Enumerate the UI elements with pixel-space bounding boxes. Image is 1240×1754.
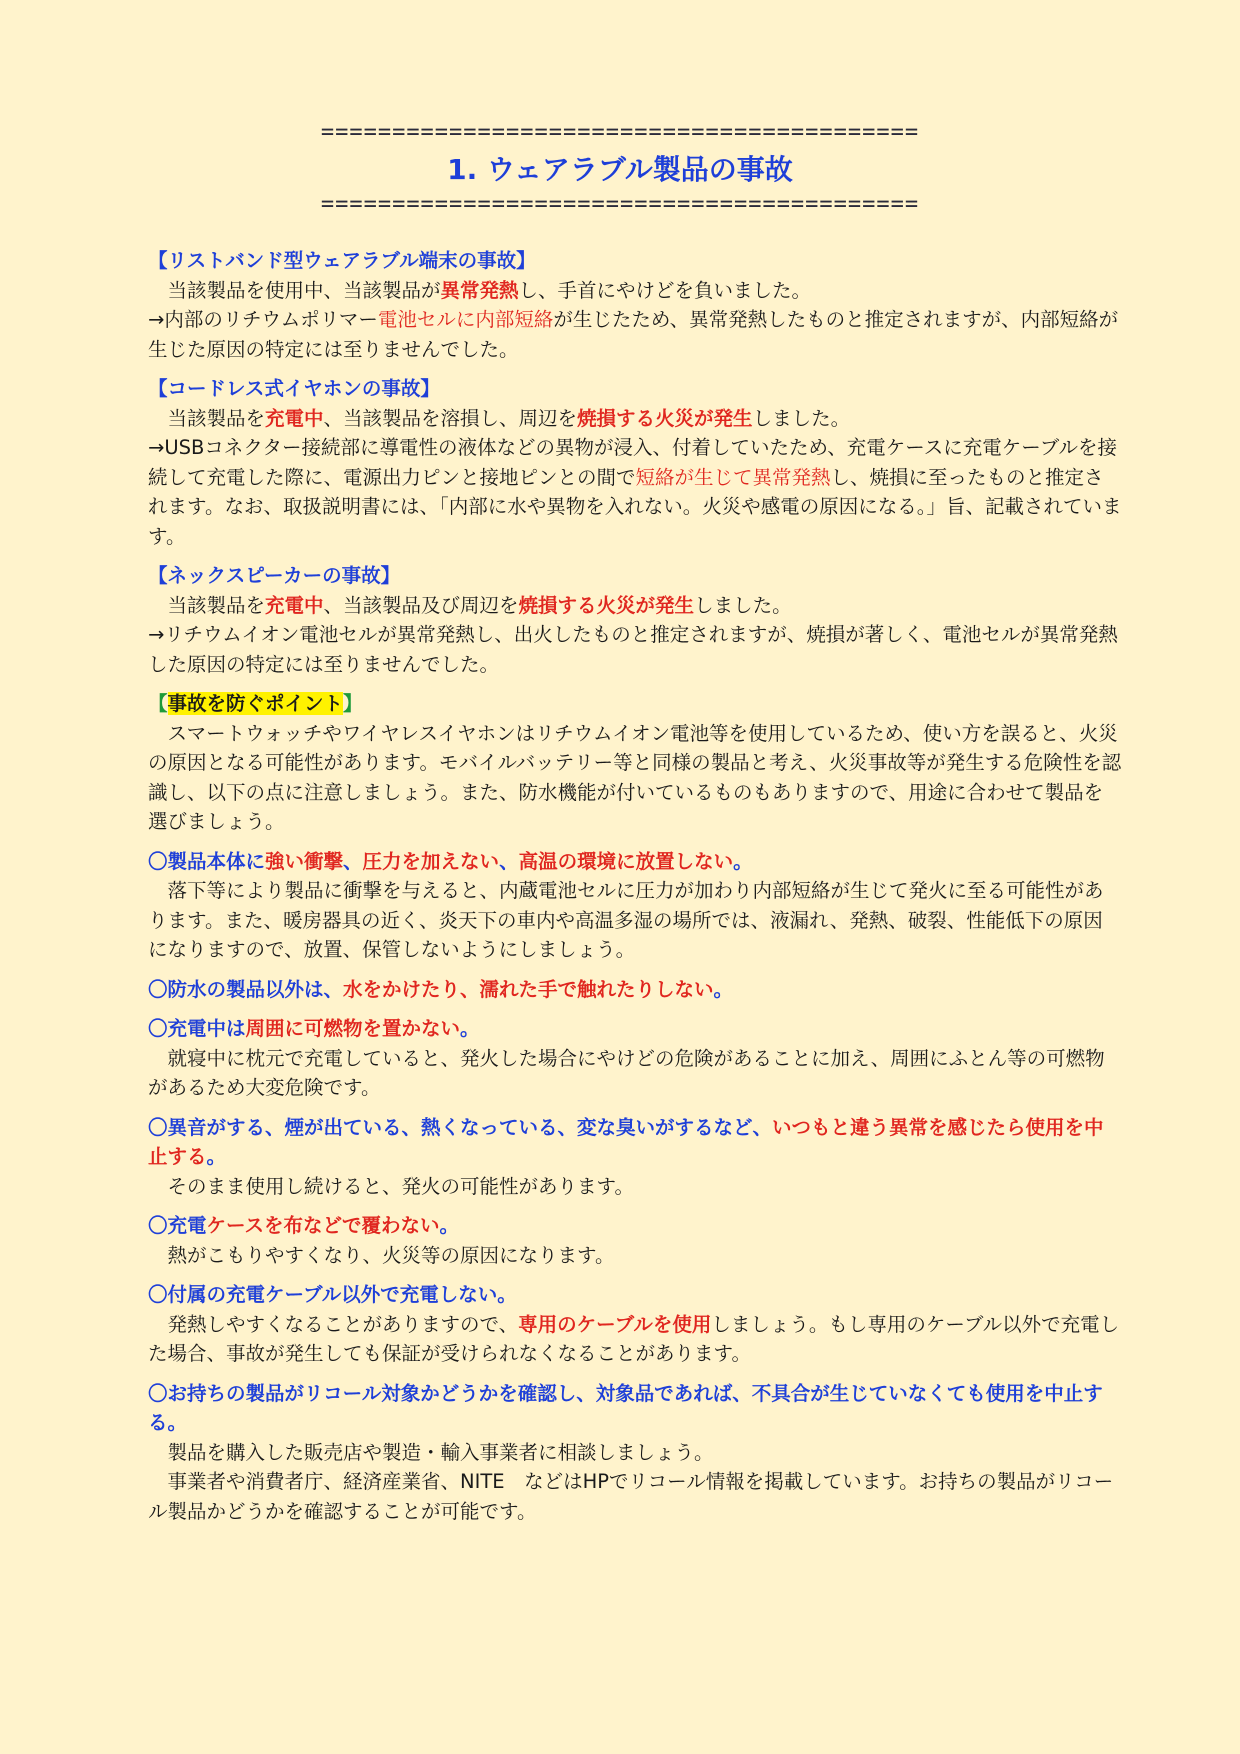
text: 、 — [499, 849, 519, 873]
text: 当該製品を — [167, 593, 266, 617]
text: 発熱しやすくなることがありますので、 — [167, 1312, 519, 1336]
section-prevention-points — [148, 689, 1122, 837]
tip-cover — [148, 1211, 1122, 1270]
tip-heading: 〇付属の充電ケーブル以外で充電しない。 — [148, 1283, 517, 1306]
emphasis-text: 焼損する火災が発生 — [577, 406, 753, 430]
paragraph: そのまま使用し続けると、発火の可能性があります。 — [167, 1174, 634, 1198]
emphasis-text: ケースを布などで覆わない — [206, 1214, 440, 1237]
paragraph — [148, 1310, 1122, 1369]
top-rule: ========================================== — [320, 120, 920, 145]
paragraph: →リチウムイオン電池セルが異常発熱し、出火したものと推定されますが、焼損が著しく、電池セルが異常発熱した原因の特定には至りませんでした。 — [148, 623, 1118, 676]
text: 〇充電中は — [148, 1017, 246, 1040]
content — [148, 246, 1122, 1526]
tip-water — [148, 975, 1122, 1005]
bracket: 【 — [148, 692, 168, 715]
tip-cable — [148, 1280, 1122, 1369]
text: 当該製品を — [167, 406, 266, 430]
section-speaker — [148, 561, 1122, 679]
emphasis-text: 焼損する火災が発生 — [518, 593, 695, 617]
paragraph — [148, 404, 1122, 434]
tip-heading — [148, 1113, 1122, 1172]
text: 、 — [343, 849, 363, 873]
paragraph: 落下等により製品に衝撃を与えると、内蔵電池セルに圧力が加わり内部短絡が生じて発火に至る可能性があります。また、暖房器具の近く、炎天下の車内や高温多湿の場所では、液漏れ、発熱、破裂、性能低下の原因になりますので、放置、保管しないようにしましょう。 — [148, 879, 1104, 961]
bracket: 】 — [343, 692, 363, 715]
tip-heading — [148, 975, 1122, 1005]
text: 。 — [460, 1017, 480, 1040]
section-heading-earphone: 【コードレス式イヤホンの事故】 — [148, 377, 440, 400]
tip-flammables — [148, 1014, 1122, 1103]
text: 〇充電 — [148, 1214, 207, 1237]
text: 〇異音がする、煙が出ている、熱くなっている、変な臭いがするなど、 — [148, 1115, 773, 1139]
emphasis-text: 充電中 — [265, 406, 324, 430]
text: し、手首にやけどを負いました。 — [518, 278, 812, 302]
section-heading-speaker: 【ネックスピーカーの事故】 — [148, 564, 401, 587]
text: 。 — [206, 1145, 227, 1168]
tip-heading: 〇お持ちの製品がリコール対象かどうかを確認し、対象品であれば、不具合が生じていなくても使用を中止する。 — [148, 1381, 1103, 1434]
highlighted-heading: 事故を防ぐポイント — [167, 692, 344, 715]
paragraph: 製品を購入した販売店や製造・輸入事業者に相談しましょう。 — [167, 1440, 714, 1464]
text: 、当該製品及び周辺を — [323, 593, 519, 617]
emphasis-text: 短絡が生じて異常発熱 — [635, 465, 831, 489]
paragraph — [148, 305, 1122, 364]
paragraph — [148, 433, 1122, 551]
tip-heading — [148, 847, 1122, 877]
tip-recall — [148, 1379, 1122, 1527]
text: しました。 — [694, 593, 792, 617]
tip-impact — [148, 847, 1122, 965]
tip-heading — [148, 1014, 1122, 1044]
text: →内部のリチウムポリマー — [148, 308, 378, 331]
tip-abnormal — [148, 1113, 1122, 1202]
text: 。 — [713, 977, 734, 1001]
section-earphone — [148, 374, 1122, 551]
emphasis-text: 異常発熱 — [440, 278, 519, 302]
text: 〇製品本体に — [148, 849, 266, 873]
paragraph: 就寝中に枕元で充電していると、発火した場合にやけどの危険があることに加え、周囲にふとん等の可燃物があるため大変危険です。 — [148, 1046, 1105, 1099]
prevention-heading — [148, 689, 1122, 719]
page-title: 1. ウェアラブル製品の事故 — [447, 153, 793, 186]
text: しましょう。もし専用のケーブル以外で充電した場合、事故が発生しても保証が受けられなくなることがあります。 — [148, 1312, 1120, 1365]
emphasis-text: 充電中 — [265, 593, 324, 617]
paragraph: 熱がこもりやすくなり、火災等の原因になります。 — [167, 1243, 615, 1267]
paragraph — [148, 591, 1122, 621]
emphasis-text: 高温の環境に放置しない — [518, 849, 734, 873]
text: 。 — [439, 1214, 460, 1237]
text: 。 — [733, 849, 753, 873]
tip-heading — [148, 1211, 1122, 1241]
text: 〇防水の製品以外は、 — [148, 977, 344, 1001]
paragraph — [148, 276, 1122, 306]
emphasis-text: いつもと違う異常を感じたら使用を中止する — [148, 1115, 1104, 1168]
emphasis-text: 強い衝撃 — [265, 849, 344, 873]
title-block — [118, 118, 1122, 220]
emphasis-text: 専用のケーブルを使用 — [518, 1312, 712, 1336]
paragraph: 事業者や消費者庁、経済産業省、NITE などはHPでリコール情報を掲載しています。お持ちの製品がリコール製品かどうかを確認することが可能です。 — [148, 1470, 1114, 1523]
text: が生じたため、異常発熱したものと推定されますが、内部短絡が生じた原因の特定には至りませんでした。 — [148, 308, 1119, 361]
emphasis-text: 電池セルに内部短絡 — [377, 308, 554, 331]
text: 当該製品を使用中、当該製品が — [167, 278, 441, 302]
text: →USBコネクター接続部に導電性の液体などの異物が浸入、付着していたため、充電ケースに充電ケーブルを接続して充電した際に、電源出力ピンと接地ピンとの間で — [148, 436, 1117, 489]
emphasis-text: 周囲に可燃物を置かない — [245, 1017, 461, 1040]
text: し、焼損に至ったものと推定されます。なお、取扱説明書には、「内部に水や異物を入れない。火災や感電の原因になる。」旨、記載されています。 — [148, 465, 1122, 548]
section-heading-wristband: 【リストバンド型ウェアラブル端末の事故】 — [148, 249, 536, 272]
paragraph: スマートウォッチやワイヤレスイヤホンはリチウムイオン電池等を使用しているため、使い方を誤ると、火災の原因となる可能性があります。モバイルバッテリー等と同様の製品と考え、火災事故等が発生する危険性を認識し、以下の点に注意しましょう。また、防水機能が付いているものもありますので、用途に合わせて製品を選びましょう。 — [148, 721, 1122, 833]
section-wristband — [148, 246, 1122, 364]
bottom-rule: ========================================== — [320, 192, 920, 217]
emphasis-text: 圧力を加えない — [362, 849, 500, 873]
emphasis-text: 水をかけたり、濡れた手で触れたりしない — [343, 977, 714, 1001]
text: しました。 — [752, 406, 851, 430]
text: 、当該製品を溶損し、周辺を — [323, 406, 578, 430]
